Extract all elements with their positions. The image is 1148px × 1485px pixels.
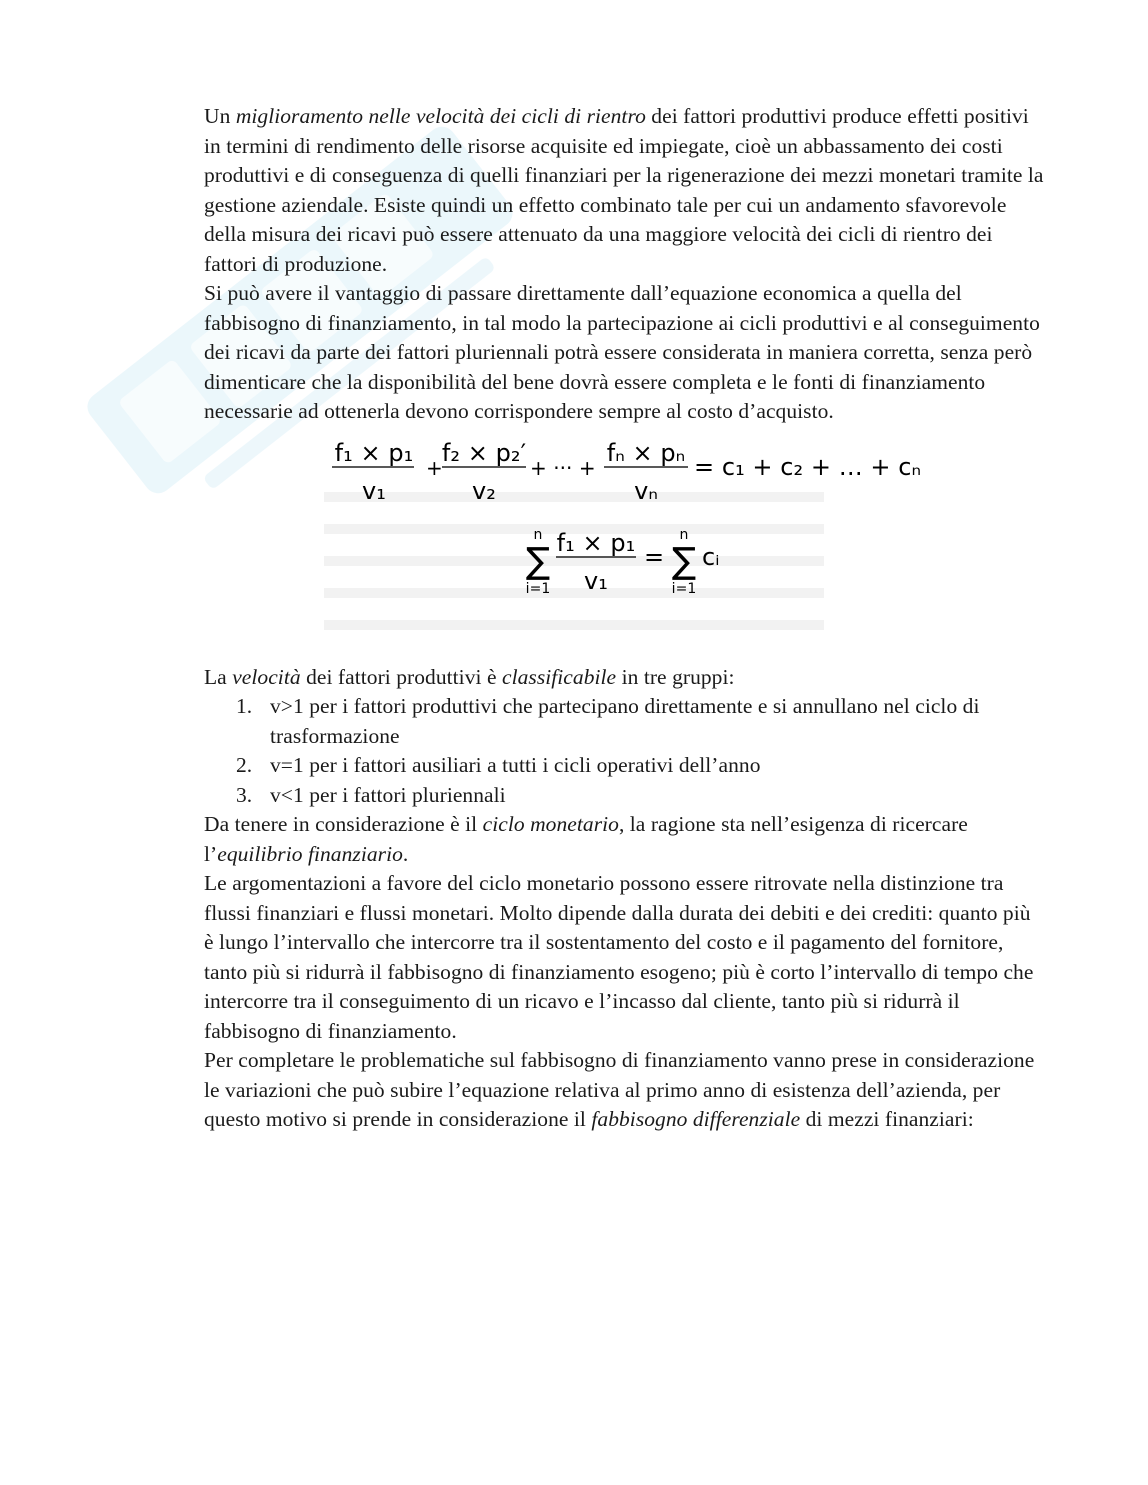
list-item <box>204 751 1044 781</box>
eq2-denominator: v₁ <box>584 566 608 595</box>
eq1-plus: + <box>426 455 443 480</box>
document-body <box>204 102 1044 1135</box>
text-run: dei fattori produttivi produce effetti positivi in termini di rendimento delle risorse acquisite ed impiegate, cioè un abbassamento dei costi produttivi e di conseguenza di quelli finanziari per la rigenerazione dei mezzi monetari tramite la gestione aziendale. Esiste quindi un effetto combinato tale per cui un andamento sfavorevole della misura dei ricavi può essere attenuato da una maggiore velocità dei cicli di rientro dei fattori di produzione. <box>204 104 1044 276</box>
eq2-sum2-upper: n <box>679 526 689 543</box>
text-run: Da tenere in considerazione è il <box>204 812 483 836</box>
paragraph-3 <box>204 663 1044 693</box>
paragraph-2: Si può avere il vantaggio di passare direttamente dall’equazione economica a quella del fabbisogno di finanziamento, in tal modo la partecipazione ai cicli produttivi e al conseguimento dei ricavi da parte dei fattori pluriennali potrà essere considerata in maniera corretta, senza però dimenticare che la disponibilità del bene dovrà essere completa e le fonti di finanziamento necessarie ad ottenerla devono corrispondere sempre al costo d’acquisto. <box>204 281 1040 423</box>
eq1-term2-denominator: v₂ <box>472 476 496 505</box>
italic-phrase: ciclo monetario <box>482 812 619 836</box>
list-number: 2. <box>236 753 253 777</box>
eq1-right-hand-side: = c₁ + c₂ + … + cₙ <box>694 452 922 481</box>
text-run: in tre gruppi: <box>616 664 735 689</box>
eq2-right-hand-side: cᵢ <box>702 542 720 571</box>
eq2-sum1-upper: n <box>533 526 543 543</box>
eq1-dots: + ··· + <box>530 455 596 480</box>
list-number: 3. <box>236 782 253 807</box>
italic-word: classificabile <box>501 664 617 689</box>
list-item <box>204 692 1044 751</box>
eq2-sum1-lower: i=1 <box>525 580 551 597</box>
text-run: La <box>204 664 233 689</box>
text-run: Per completare le problematiche sul fabbisogno di finanziamento vanno prese in considerazione le variazioni che può subire l’equazione relativa al primo anno di esistenza dell’azienda, per questo motivo si prende in considerazione il <box>204 1048 1035 1131</box>
italic-word: velocità <box>232 664 301 689</box>
italic-phrase: fabbisogno differenziale <box>591 1107 801 1131</box>
list-item-text: v>1 per i fattori produttivi che partecipano direttamente e si annullano nel ciclo di trasformazione <box>270 694 980 748</box>
list-item-text: v<1 per i fattori pluriennali <box>270 782 506 807</box>
eq2-equals: = <box>644 542 665 571</box>
list-item-text: v=1 per i fattori ausiliari a tutti i cicli operativi dell’anno <box>270 753 761 777</box>
eq1-term1-numerator: f₁ × p₁ <box>334 438 414 467</box>
velocity-groups-list <box>204 692 1044 810</box>
italic-phrase: miglioramento nelle velocità dei cicli di rientro <box>235 104 646 128</box>
list-item <box>204 781 1044 811</box>
eq1-term1-denominator: v₁ <box>362 476 386 505</box>
eq1-term3-denominator: vₙ <box>634 476 658 505</box>
formula-block <box>204 433 1044 663</box>
text-run: dei fattori produttivi è <box>300 664 502 689</box>
italic-phrase: equilibrio finanziario <box>217 841 403 866</box>
text-run: . <box>402 841 409 866</box>
eq1-term2-numerator: f₂ × p₂′ <box>441 438 527 467</box>
eq2-numerator: f₁ × p₁ <box>556 528 636 557</box>
text-run: , la ragione sta nell’esigenza di ricercare l’ <box>204 812 968 866</box>
paragraph-6 <box>204 1046 1044 1135</box>
paragraph-1 <box>204 102 1044 279</box>
paragraph-4 <box>204 810 1044 869</box>
eq2-sum1-symbol: ∑ <box>525 540 551 582</box>
eq2-sum2-symbol: ∑ <box>671 540 697 582</box>
eq2-sum2-lower: i=1 <box>671 580 697 597</box>
list-number: 1. <box>236 694 253 718</box>
eq1-term3-numerator: fₙ × pₙ <box>606 438 686 467</box>
paragraph-5: Le argomentazioni a favore del ciclo monetario possono essere ritrovate nella distinzione tra flussi finanziari e flussi monetari. Molto dipende dalla durata dei debiti e dei crediti: quanto più è lungo l’intervallo che intercorre tra il sostentamento del costo e il pagamento del fornitore, tanto più si ridurrà il fabbisogno di finanziamento esogeno; più è corto l’intervallo di tempo che intercorre tra il conseguimento di un ricavo e l’incasso dal cliente, tanto più si ridurrà il fabbisogno di finanziamento. <box>204 871 1034 1043</box>
text-run: Un <box>204 104 236 128</box>
text-run: di mezzi finanziari: <box>800 1107 974 1131</box>
formula-equations <box>204 433 1044 663</box>
